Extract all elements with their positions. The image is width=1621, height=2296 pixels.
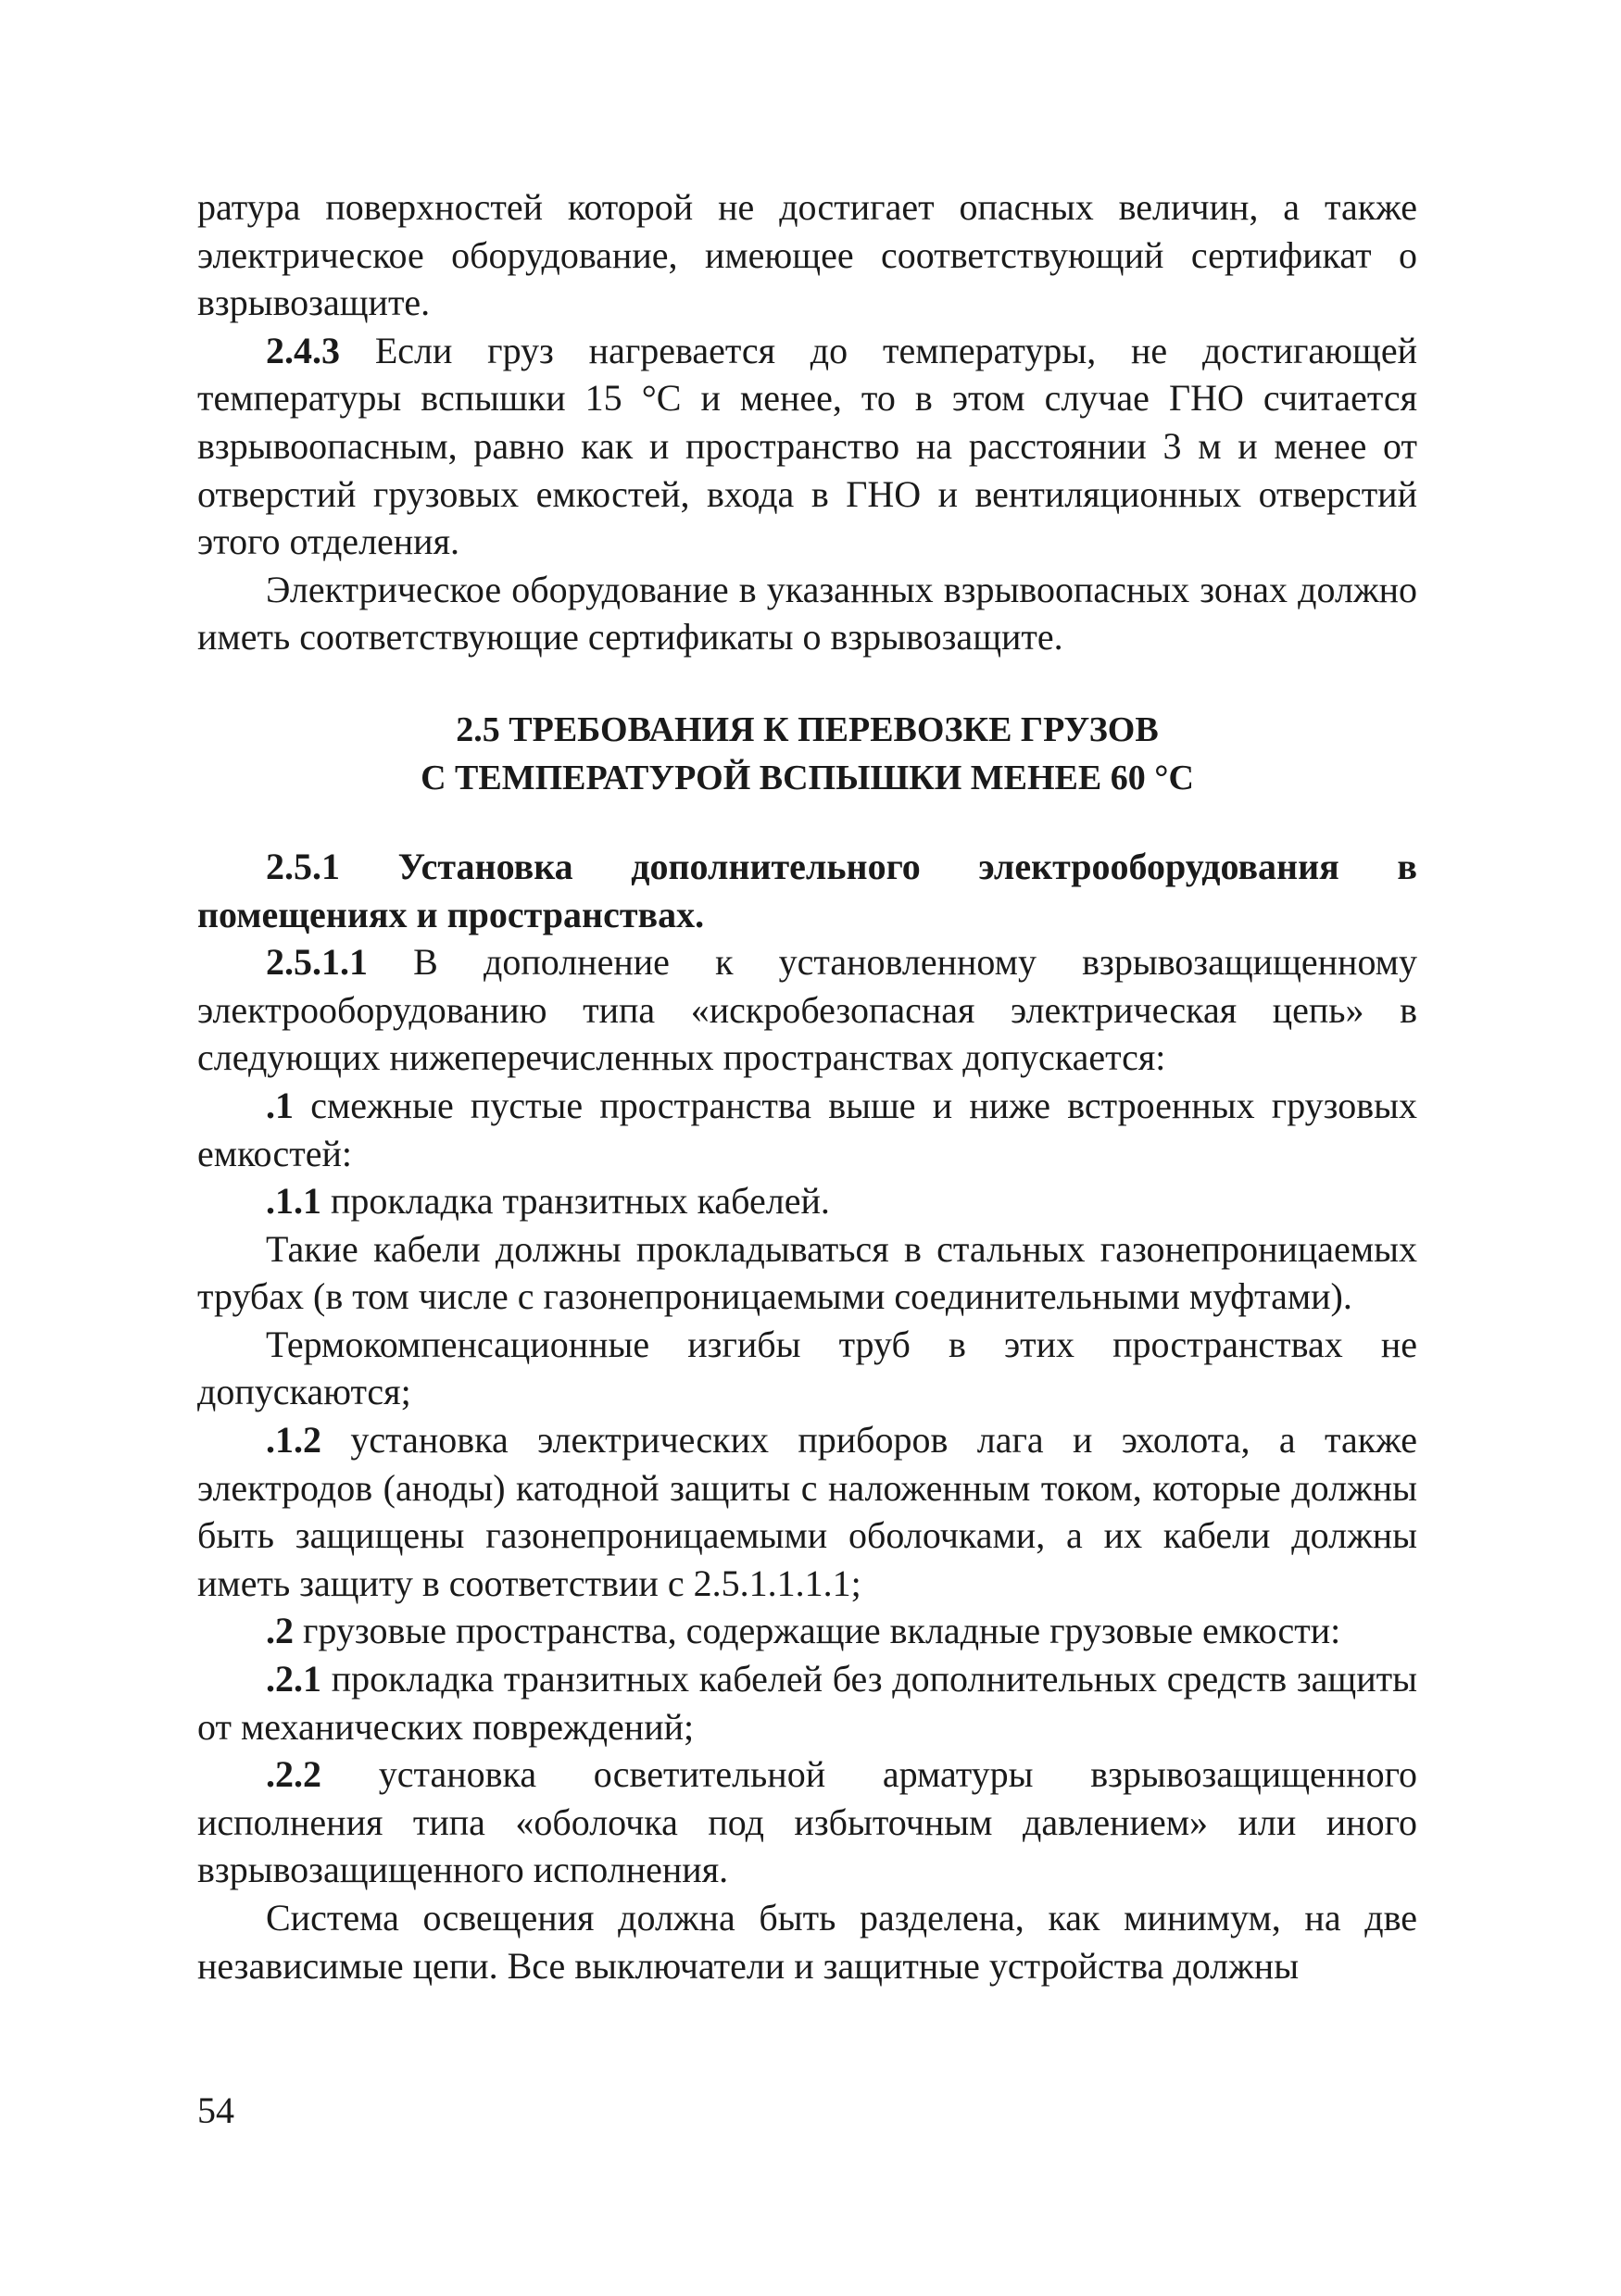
paragraph: Термокомпенсационные изгибы труб в этих пространствах не допускаются;: [197, 1323, 1417, 1413]
subsection-title: 2.5.1 Установка дополнительного электрооборудования в помещениях и пространствах.: [197, 845, 1417, 935]
list-item: .2.2 установка осветительной арматуры взрывозащищенного исполнения типа «оболочка под избыточным давлением» или иного взрывозащищенного исполнения.: [197, 1753, 1417, 1891]
list-item: .1.2 установка электрических приборов лага и эхолота, а также электродов (аноды) катодной защиты с наложенным током, которые должны быть защищены газонепроницаемыми оболочками, а их кабели должны иметь защиту в соответствии с 2.5.1.1.1.1;: [197, 1419, 1417, 1604]
page-body: [197, 183, 1417, 1989]
clause-number: 2.4.3: [266, 329, 340, 371]
paragraph: ратура поверхностей которой не достигает опасных величин, а также электрическое оборудование, имеющее соответствующий сертификат о взрывозащите.: [197, 186, 1417, 324]
item-number: .1.2: [266, 1419, 321, 1462]
item-number: .2.2: [266, 1753, 321, 1796]
list-item: .2 грузовые пространства, содержащие вкладные грузовые емкости:: [266, 1610, 1341, 1652]
clause-number: 2.5.1.1: [266, 941, 368, 984]
item-number: .1.1: [266, 1180, 321, 1223]
clause-2-5-1-1: 2.5.1.1 В дополнение к установленному взрывозащищенному электрооборудованию типа «искробезопасная электрическая цепь» в следующих нижеперечисленных пространствах допускается:: [197, 941, 1417, 1079]
section-heading: [197, 706, 1417, 802]
item-number: .1: [266, 1084, 294, 1126]
list-item: .1.1 прокладка транзитных кабелей.: [266, 1180, 830, 1223]
paragraph: Электрическое оборудование в указанных взрывоопасных зонах должно иметь соответствующие сертификаты о взрывозащите.: [197, 568, 1417, 659]
page-number: 54: [197, 2089, 234, 2131]
section-heading-line: С ТЕМПЕРАТУРОЙ ВСПЫШКИ МЕНЕЕ 60 °С: [421, 758, 1194, 797]
paragraph-2-4-3: 2.4.3 Если груз нагревается до температуры, не достигающей температуры вспышки 15 °С и менее, то в этом случае ГНО считается взрывоопасным, равно как и пространство на расстоянии 3 м и менее от отверстий грузовых емкостей, входа в ГНО и вентиляционных отверстий этого отделения.: [197, 329, 1417, 563]
list-item: .2.1 прокладка транзитных кабелей без дополнительных средств защиты от механических повреждений;: [197, 1658, 1417, 1748]
item-number: .2.1: [266, 1658, 321, 1700]
paragraph: Система освещения должна быть разделена, как минимум, на две независимые цепи. Все выключатели и защитные устройства должны: [197, 1897, 1417, 1987]
list-item: .1 смежные пустые пространства выше и ниже встроенных грузовых емкостей:: [197, 1084, 1417, 1174]
paragraph: Такие кабели должны прокладываться в стальных газонепроницаемых трубах (в том числе с газонепроницаемыми соединительными муфтами).: [197, 1227, 1417, 1318]
section-heading-line: 2.5 ТРЕБОВАНИЯ К ПЕРЕВОЗКЕ ГРУЗОВ: [456, 709, 1159, 749]
item-number: .2: [266, 1610, 294, 1652]
